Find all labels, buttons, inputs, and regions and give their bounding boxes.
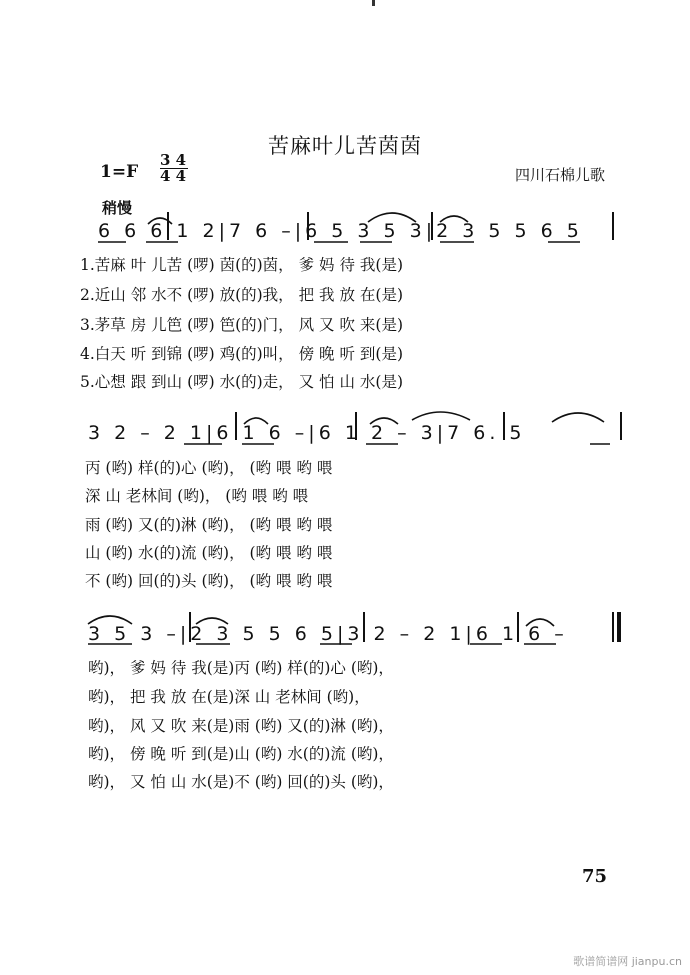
slur <box>244 418 268 424</box>
system3-notes: 3 5 3 –|2 3 5 5 6 5|3 2 – 2 1|6 1 6 – <box>88 623 568 645</box>
system3-lyric-4: 哟)， 傍 晚 听 到(是)山 (哟) 水(的)流 (哟)， <box>88 745 394 763</box>
system3-lyric-1: 哟)， 爹 妈 待 我(是)丙 (哟) 样(的)心 (哟)， <box>88 659 394 677</box>
tempo-marking: 稍慢 <box>102 199 133 217</box>
slur <box>552 413 604 422</box>
key-signature: 1=F <box>100 162 139 182</box>
system1-lyric-2: 2.近山 邻 水不 (啰) 放(的)我， 把 我 放 在(是) <box>80 286 403 304</box>
slur <box>440 216 468 222</box>
system1-lyric-4: 4.白天 听 到锦 (啰) 鸡(的)叫， 傍 晚 听 到(是) <box>80 345 403 363</box>
system3-lyric-2: 哟)， 把 我 放 在(是)深 山 老林间 (哟)， <box>88 688 370 706</box>
system3-lyric-3: 哟)， 风 又 吹 来(是)雨 (哟) 又(的)淋 (哟)， <box>88 717 394 735</box>
site-watermark: 歌谱简谱网 jianpu.cn <box>573 955 682 968</box>
slur <box>196 618 228 624</box>
system1-notes: 6 6 6 1 2|7 6 –|6 5 3 5 3|2 3 5 5 6 5 <box>98 220 583 242</box>
song-source: 四川石棉儿歌 <box>514 166 605 184</box>
song-title: 苦麻叶儿苦茵茵 <box>268 134 422 158</box>
system2-lyric-4: 山 (哟) 水(的)流 (哟)， (哟 喂 哟 喂 <box>85 544 333 562</box>
slur <box>412 412 470 420</box>
system2-lyric-3: 雨 (哟) 又(的)淋 (哟)， (哟 喂 哟 喂 <box>85 516 333 534</box>
system2-lyric-5: 不 (哟) 回(的)头 (哟)， (哟 喂 哟 喂 <box>85 572 333 590</box>
system3-lyric-5: 哟)， 又 怕 山 水(是)不 (哟) 回(的)头 (哟)， <box>88 773 394 791</box>
meter-numerator: 3 4 <box>160 151 187 169</box>
system2-notes: 3 2 – 2 1|6 1 6 –|6 1 2 – 3|7 6. 5 <box>88 422 526 444</box>
system1-lyric-3: 3.茅草 房 儿笆 (啰) 笆(的)门， 风 又 吹 来(是) <box>80 316 403 334</box>
slur <box>88 616 132 624</box>
slur <box>368 213 416 222</box>
system2-lyric-2: 深 山 老林间 (哟)， (哟 喂 哟 喂 <box>85 487 309 505</box>
slur <box>370 418 398 424</box>
meter-denominator: 4 4 <box>160 167 187 185</box>
system2-lyric-1: 丙 (哟) 样(的)心 (哟)， (哟 喂 哟 喂 <box>85 459 333 477</box>
system1-lyric-5: 5.心想 跟 到山 (啰) 水(的)走， 又 怕 山 水(是) <box>80 373 403 391</box>
page-number: 75 <box>581 866 607 887</box>
slur <box>526 619 554 626</box>
system1-lyric-1: 1.苦麻 叶 儿苦 (啰) 茵(的)茵， 爹 妈 待 我(是) <box>80 256 403 274</box>
